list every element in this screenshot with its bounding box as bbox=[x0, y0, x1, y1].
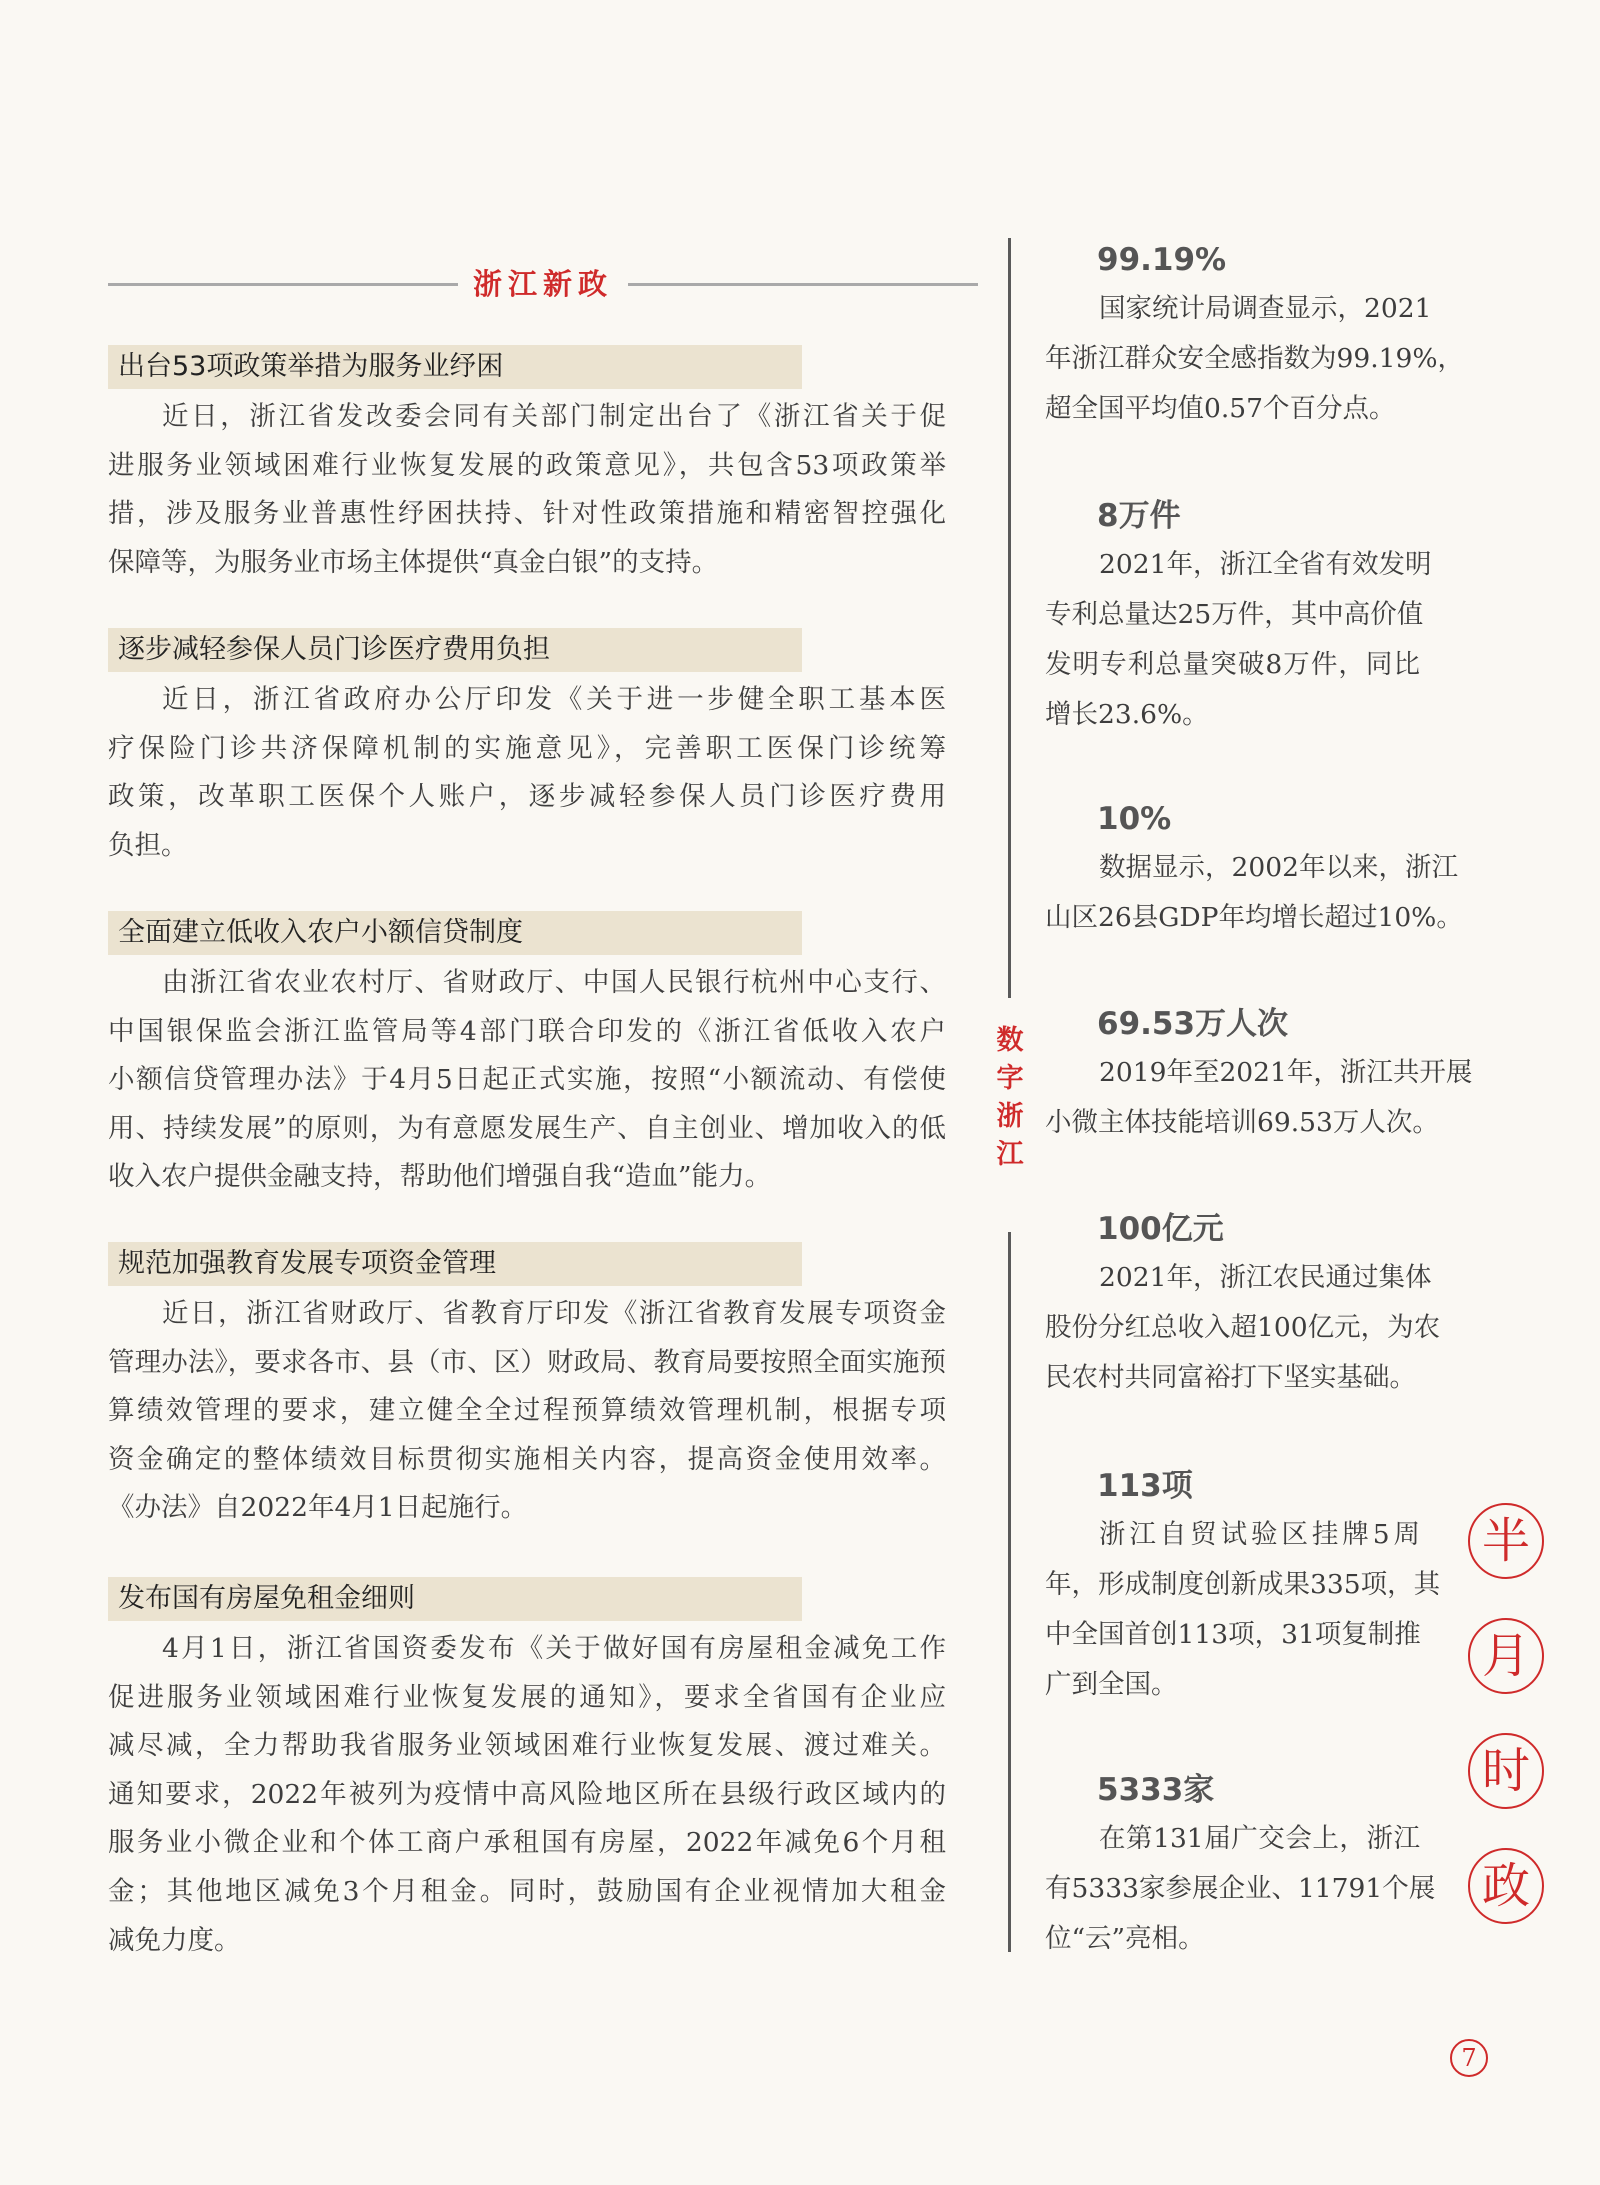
stat-value: 100亿元 bbox=[1097, 1211, 1224, 1247]
news-line: 政策，改革职工医保个人账户，逐步减轻参保人员门诊医疗费用 bbox=[108, 781, 946, 813]
stat-body bbox=[1045, 1048, 1473, 1148]
news-item bbox=[108, 1577, 978, 1965]
news-line: 《办法》自2022年4月1日起施行。 bbox=[108, 1492, 528, 1524]
stat-body bbox=[1045, 540, 1432, 740]
news-body bbox=[108, 959, 978, 1202]
brand-char: 时 bbox=[1468, 1733, 1544, 1809]
news-line: 由浙江省农业农村厅、省财政厅、中国人民银行杭州中心支行、 bbox=[162, 967, 946, 998]
sidebar-title-char: 数 bbox=[996, 1025, 1024, 1056]
stat-line: 专利总量达25万件，其中高价值 bbox=[1045, 599, 1424, 630]
news-line: 近日，浙江省财政厅、省教育厅印发《浙江省教育发展专项资金 bbox=[162, 1298, 946, 1329]
news-title: 发布国有房屋免租金细则 bbox=[108, 1577, 802, 1621]
stat-line: 国家统计局调查显示，2021 bbox=[1099, 293, 1432, 324]
news-item bbox=[108, 911, 978, 1202]
brand-char: 月 bbox=[1468, 1618, 1544, 1694]
news-line: 保障等，为服务业市场主体提供“真金白银”的支持。 bbox=[108, 546, 719, 578]
column-divider-top bbox=[1008, 238, 1011, 998]
news-line: 进服务业领域困难行业恢复发展的政策意见》，共包含53项政策举 bbox=[108, 449, 946, 481]
news-title: 规范加强教育发展专项资金管理 bbox=[108, 1242, 802, 1286]
news-body bbox=[108, 676, 978, 870]
sidebar-title-char: 浙 bbox=[996, 1101, 1024, 1132]
stat-body bbox=[1045, 284, 1465, 434]
stat-item bbox=[1045, 492, 1432, 740]
news-body bbox=[108, 1290, 978, 1533]
stat-value: 5333家 bbox=[1097, 1772, 1215, 1808]
section-header bbox=[108, 262, 978, 306]
stat-body bbox=[1045, 1814, 1436, 1964]
news-line: 减尽减，全力帮助我省服务业领域困难行业恢复发展、渡过难关。 bbox=[108, 1730, 946, 1762]
stat-line: 2021年，浙江农民通过集体 bbox=[1099, 1262, 1432, 1293]
news-line: 通知要求，2022年被列为疫情中高风险地区所在县级行政区域内的 bbox=[108, 1778, 946, 1810]
brand-char: 半 bbox=[1468, 1503, 1544, 1579]
stat-line: 位“云”亮相。 bbox=[1045, 1923, 1205, 1954]
news-line: 近日，浙江省政府办公厅印发《关于进一步健全职工基本医 bbox=[162, 684, 946, 715]
stat-body bbox=[1045, 1253, 1441, 1403]
news-line: 近日，浙江省发改委会同有关部门制定出台了《浙江省关于促 bbox=[162, 401, 946, 432]
brand-char: 政 bbox=[1468, 1848, 1544, 1924]
section-title: 浙江新政 bbox=[472, 267, 613, 301]
news-item bbox=[108, 345, 978, 587]
news-line: 资金确定的整体绩效目标贯彻实施相关内容，提高资金使用效率。 bbox=[108, 1443, 946, 1475]
column-brand bbox=[1468, 1503, 1544, 1963]
news-line: 服务业小微企业和个体工商户承租国有房屋，2022年减免6个月租 bbox=[108, 1827, 946, 1859]
news-line: 算绩效管理的要求，建立健全全过程预算绩效管理机制，根据专项 bbox=[108, 1395, 946, 1427]
stat-item bbox=[1045, 1766, 1436, 1964]
stat-item bbox=[1045, 1205, 1441, 1403]
news-line: 中国银保监会浙江监管局等4部门联合印发的《浙江省低收入农户 bbox=[108, 1015, 946, 1047]
stat-item bbox=[1045, 1000, 1473, 1148]
news-line: 收入农户提供金融支持，帮助他们增强自我“造血”能力。 bbox=[108, 1161, 772, 1193]
sidebar-title-char: 江 bbox=[996, 1139, 1024, 1170]
news-title: 全面建立低收入农户小额信贷制度 bbox=[108, 911, 802, 955]
news-line: 金；其他地区减免3个月租金。同时，鼓励国有企业视情加大租金 bbox=[108, 1875, 946, 1907]
stat-item bbox=[1045, 236, 1465, 434]
news-line: 措，涉及服务业普惠性纾困扶持、针对性政策措施和精密智控强化 bbox=[108, 498, 946, 530]
stat-body bbox=[1045, 843, 1463, 943]
news-line: 减免力度。 bbox=[108, 1924, 241, 1956]
stat-line: 有5333家参展企业、11791个展 bbox=[1045, 1873, 1436, 1904]
stat-item bbox=[1045, 795, 1463, 943]
stat-item bbox=[1045, 1462, 1441, 1710]
stat-value: 8万件 bbox=[1097, 498, 1181, 534]
header-rule-left bbox=[108, 283, 458, 286]
stat-line: 山区26县GDP年均增长超过10%。 bbox=[1045, 902, 1463, 933]
stat-value: 99.19% bbox=[1097, 242, 1227, 278]
header-rule-right bbox=[628, 283, 978, 286]
stat-line: 增长23.6%。 bbox=[1045, 699, 1209, 730]
stat-value: 10% bbox=[1097, 801, 1172, 837]
stat-line: 2021年，浙江全省有效发明 bbox=[1099, 549, 1432, 580]
news-line: 负担。 bbox=[108, 829, 188, 861]
news-title: 逐步减轻参保人员门诊医疗费用负担 bbox=[108, 628, 802, 672]
stat-line: 浙江自贸试验区挂牌5周 bbox=[1099, 1519, 1420, 1550]
news-line: 4月1日，浙江省国资委发布《关于做好国有房屋租金减免工作 bbox=[162, 1633, 946, 1664]
stat-line: 年浙江群众安全感指数为99.19%， bbox=[1045, 343, 1465, 374]
stat-line: 超全国平均值0.57个百分点。 bbox=[1045, 393, 1396, 424]
news-line: 用、持续发展”的原则，为有意愿发展生产、自主创业、增加收入的低 bbox=[108, 1112, 946, 1144]
news-line: 疗保险门诊共济保障机制的实施意见》，完善职工医保门诊统筹 bbox=[108, 732, 946, 764]
stat-line: 民农村共同富裕打下坚实基础。 bbox=[1045, 1362, 1416, 1393]
stat-line: 中全国首创113项，31项复制推 bbox=[1045, 1619, 1421, 1650]
news-line: 促进服务业领域困难行业恢复发展的通知》，要求全省国有企业应 bbox=[108, 1681, 946, 1713]
stat-line: 2019年至2021年，浙江共开展 bbox=[1099, 1057, 1473, 1088]
stat-value: 113项 bbox=[1097, 1468, 1193, 1504]
news-title: 出台53项政策举措为服务业纾困 bbox=[108, 345, 802, 389]
news-body bbox=[108, 393, 978, 587]
stat-line: 年，形成制度创新成果335项，其 bbox=[1045, 1569, 1441, 1600]
column-divider-bottom bbox=[1008, 1232, 1011, 1952]
stat-value: 69.53万人次 bbox=[1097, 1006, 1289, 1042]
stat-line: 广到全国。 bbox=[1045, 1669, 1178, 1700]
page-number: 7 bbox=[1450, 2039, 1488, 2077]
sidebar-title-char: 字 bbox=[996, 1063, 1024, 1094]
stat-line: 股份分红总收入超100亿元，为农 bbox=[1045, 1312, 1441, 1343]
stat-line: 小微主体技能培训69.53万人次。 bbox=[1045, 1107, 1439, 1138]
news-line: 管理办法》，要求各市、县（市、区）财政局、教育局要按照全面实施预 bbox=[108, 1346, 946, 1378]
news-line: 小额信贷管理办法》于4月5日起正式实施，按照“小额流动、有偿使 bbox=[108, 1064, 946, 1096]
stat-line: 发明专利总量突破8万件，同比 bbox=[1045, 649, 1420, 680]
stat-line: 数据显示，2002年以来，浙江 bbox=[1099, 852, 1458, 883]
sidebar-title bbox=[994, 1022, 1026, 1174]
news-body bbox=[108, 1625, 978, 1965]
stat-body bbox=[1045, 1510, 1441, 1710]
stat-line: 在第131届广交会上，浙江 bbox=[1099, 1823, 1420, 1854]
news-item bbox=[108, 1242, 978, 1533]
news-item bbox=[108, 628, 978, 870]
